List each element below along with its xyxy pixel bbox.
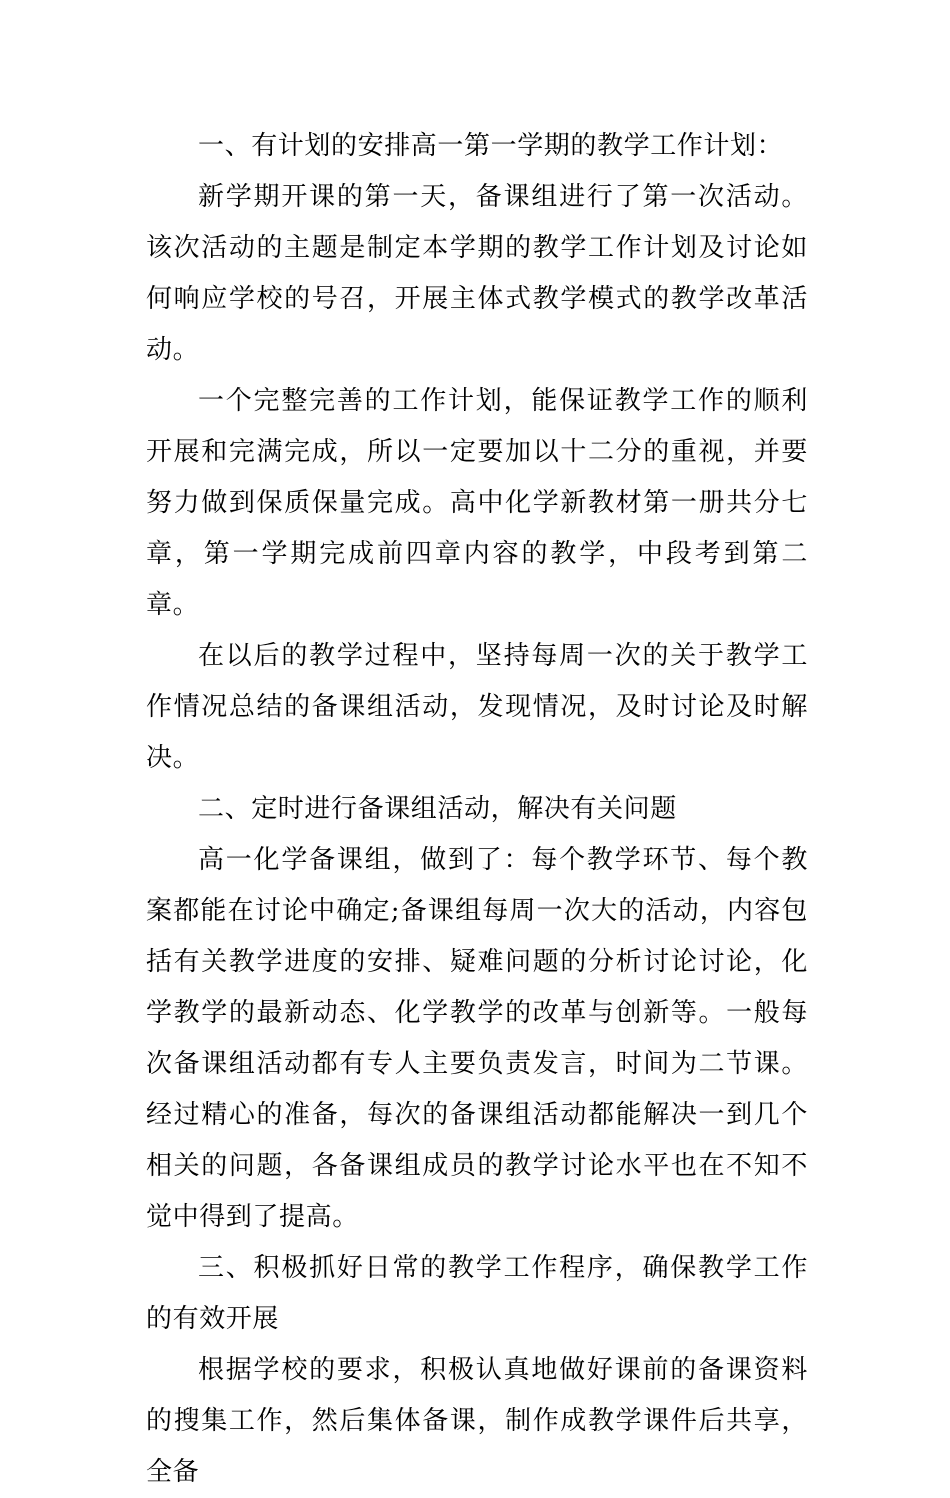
paragraph-work-plan: 一个完整完善的工作计划，能保证教学工作的顺利开展和完满完成，所以一定要加以十二分的重视，并要努力做到保质保量完成。高中化学新教材第一册共分七章，第一学期完成前四章内容的教学，中段考到第二章。 [146,386,808,620]
paragraph-lesson-materials: 根据学校的要求，积极认真地做好课前的备课资料的搜集工作，然后集体备课，制作成教学课件后共享，全备 [146,1355,808,1487]
paragraph-section-3-heading: 三、积极抓好日常的教学工作程序，确保教学工作的有效开展 [146,1253,808,1334]
paragraph-section-2-heading: 二、定时进行备课组活动，解决有关问题 [198,794,677,824]
paragraph-weekly-summary: 在以后的教学过程中，坚持每周一次的关于教学工作情况总结的备课组活动，发现情况，及时讨论及时解决。 [146,641,808,773]
paragraph-prep-group: 高一化学备课组，做到了：每个教学环节、每个教案都能在讨论中确定;备课组每周一次大的活动，内容包括有关教学进度的安排、疑难问题的分析讨论讨论，化学教学的最新动态、化学教学的改革与创新等。一般每次备课组活动都有专人主要负责发言，时间为二节课。经过精心的准备，每次的备课组活动都能解决一到几个相关的问题，各备课组成员的教学讨论水平也在不知不觉中得到了提高。 [146,845,808,1232]
document-body [146,121,808,1498]
paragraph-section-1-heading: 一、有计划的安排高一第一学期的教学工作计划： [198,131,784,161]
paragraph-first-meeting: 新学期开课的第一天，备课组进行了第一次活动。该次活动的主题是制定本学期的教学工作计划及讨论如何响应学校的号召，开展主体式教学模式的教学改革活动。 [146,182,808,365]
